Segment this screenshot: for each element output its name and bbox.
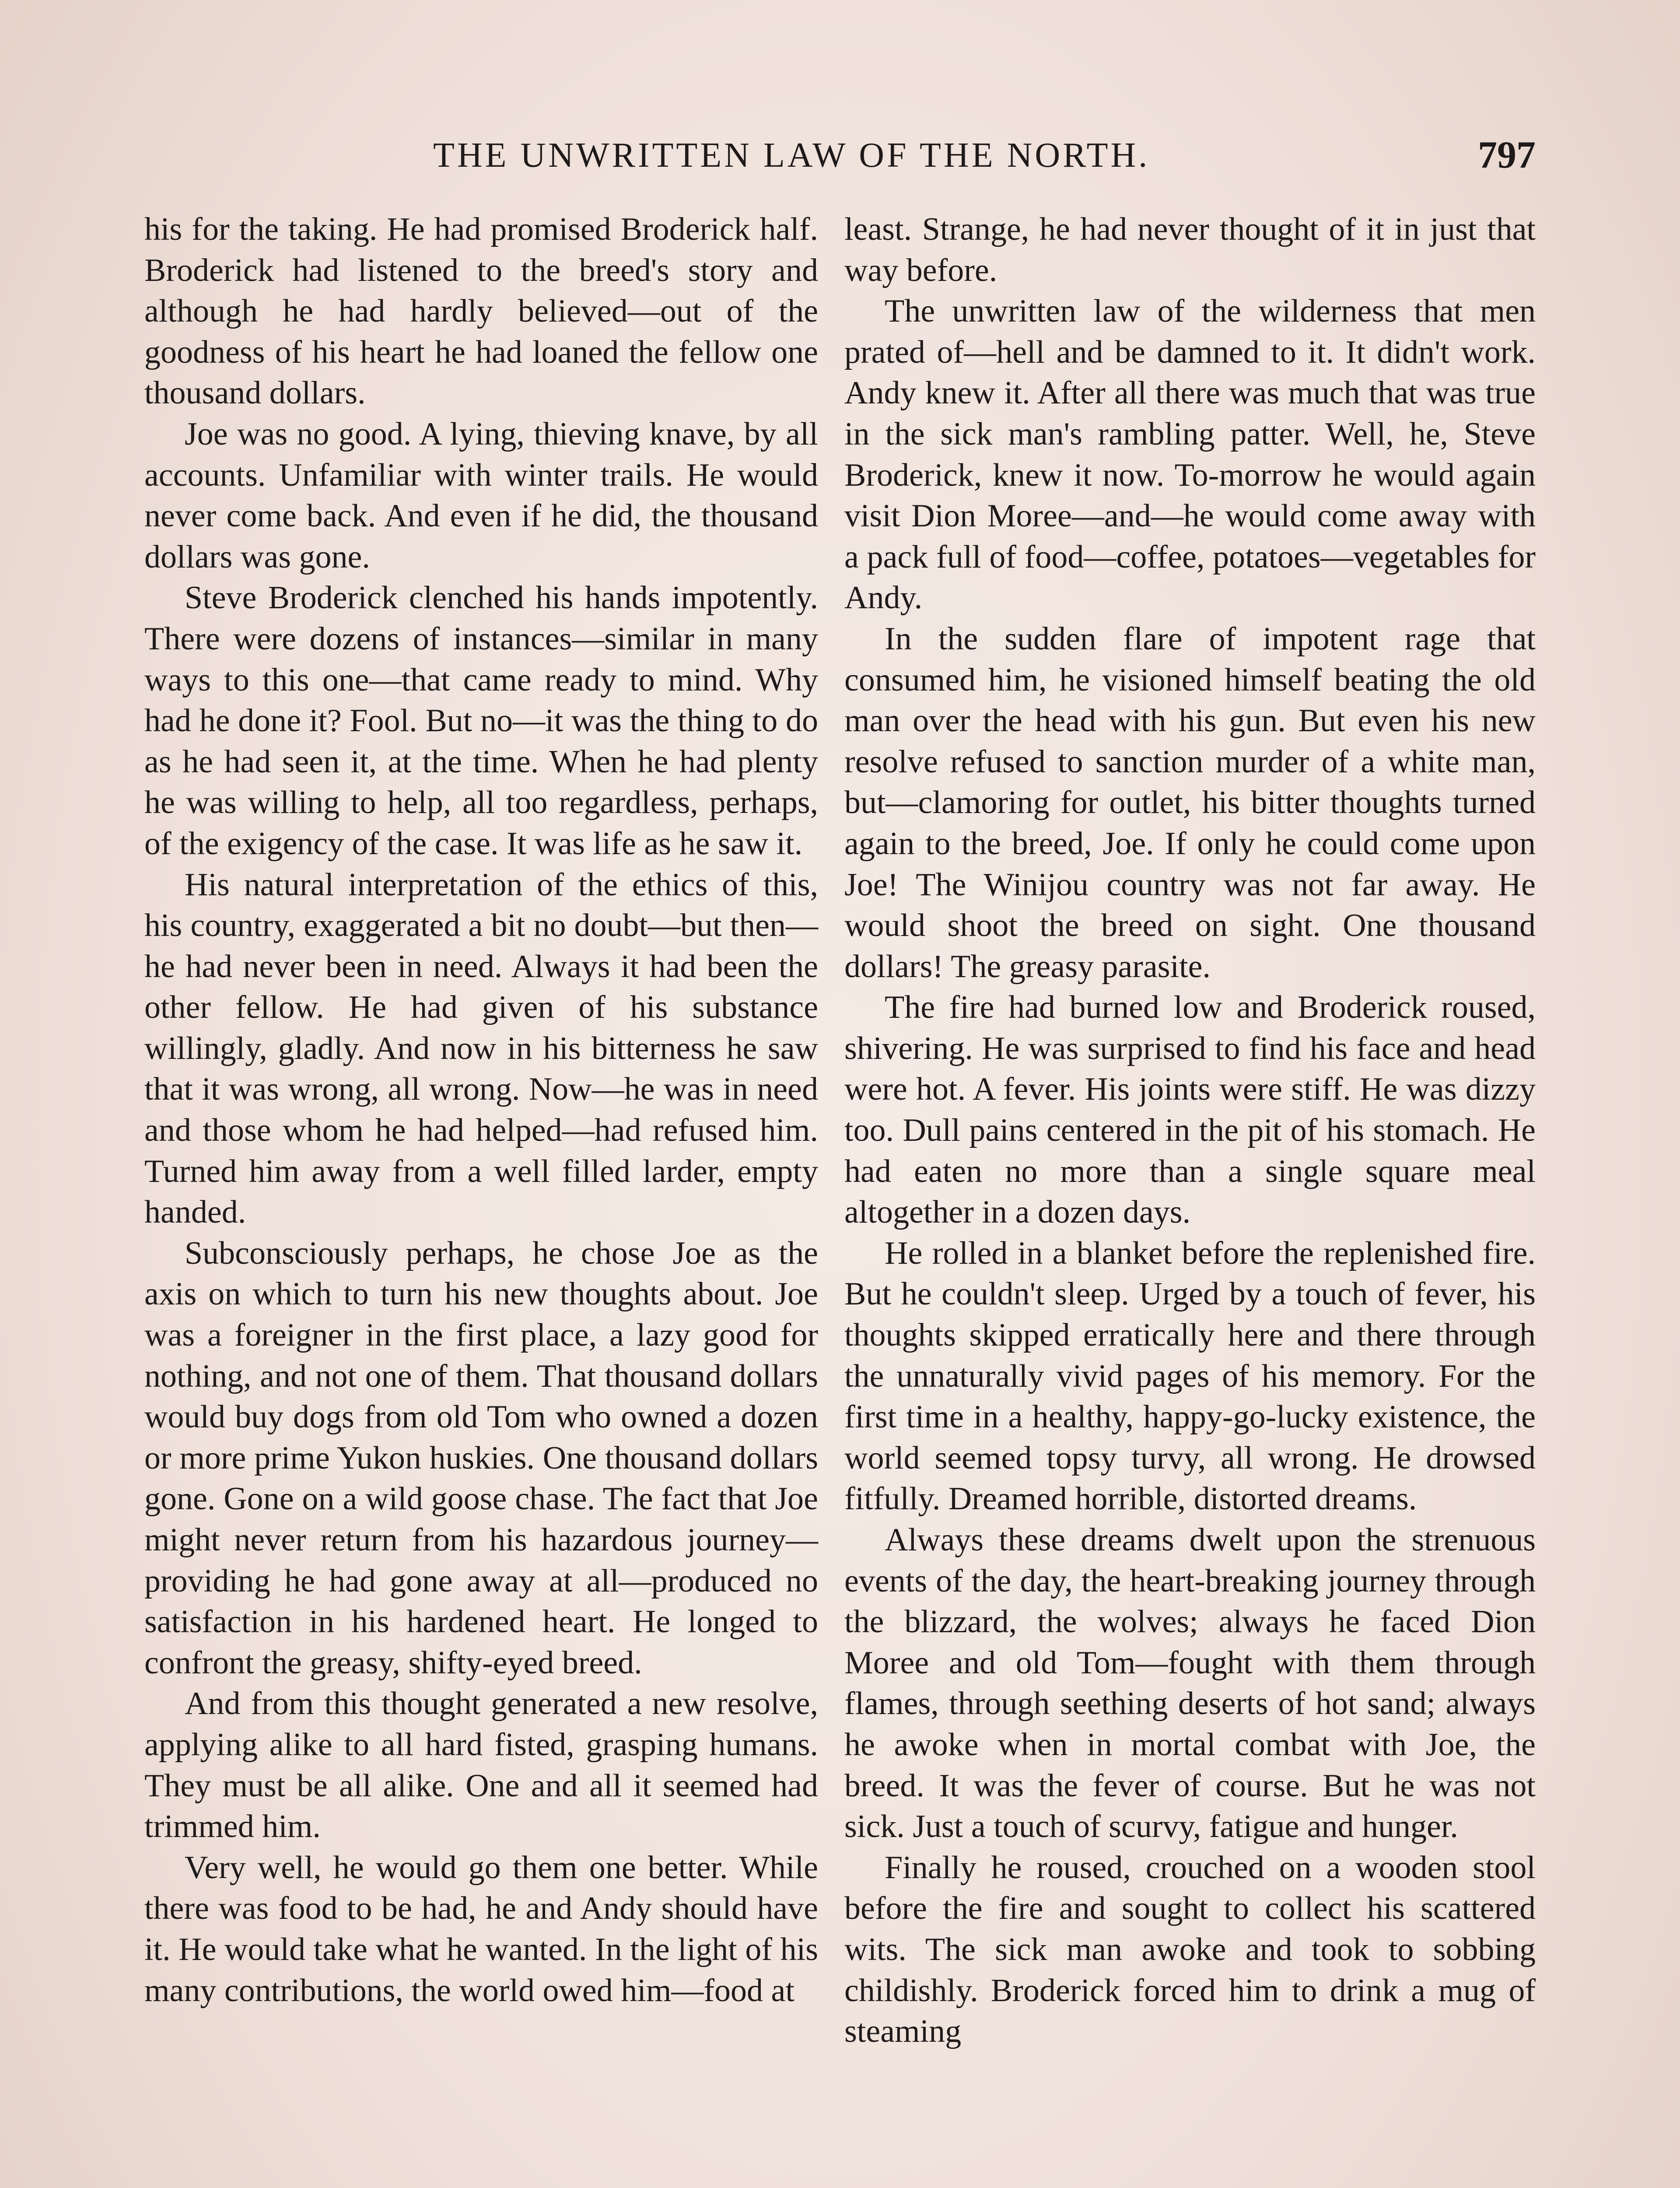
paragraph: And from this thought generated a new resolve, applying alike to all hard fisted, grasping humans. They must be all alike. One and all it seemed had trimmed him.: [144, 1686, 818, 1845]
paragraph: Always these dreams dwelt upon the strenuous events of the day, the heart-breaking journey through the blizzard, the wolves; always he faced Dion Moree and old Tom—fought with them through flames, through seething deserts of hot sand; always he awoke when in mortal combat with Joe, the breed. It was the fever of course. But he was not sick. Just a touch of scurvy, fatigue and hunger.: [844, 1522, 1536, 1845]
left-column: [144, 209, 818, 2011]
paragraph: Very well, he would go them one better. While there was food to be had, he and Andy should have it. He would take what he wanted. In the light of his many contributions, the world owed him—food at: [144, 1849, 818, 2009]
running-title: THE UNWRITTEN LAW OF THE NORTH.: [433, 136, 1150, 175]
paragraph: his for the taking. He had promised Broderick half. Broderick had listened to the breed's story and although he had hardly believed—out of the goodness of his heart he had loaned the fellow one thousand dollars.: [144, 211, 818, 411]
paragraph: His natural interpretation of the ethics of this, his country, exaggerated a bit no doubt—but then—he had never been in need. Always it had been the other fellow. He had given of his substance willingly, gladly. And now in his bitterness he saw that it was wrong, all wrong. Now—he was in need and those whom he had helped—had refused him. Turned him away from a well filled larder, empty handed.: [144, 866, 818, 1231]
paragraph: Subconsciously perhaps, he chose Joe as the axis on which to turn his new thoughts about. Joe was a foreigner in the first place, a lazy good for nothing, and not one of them. That thousand dollars would buy dogs from old Tom who owned a dozen or more prime Yukon huskies. One thousand dollars gone. Gone on a wild goose chase. The fact that Joe might never return from his hazardous journey—providing he had gone away at all—produced no satisfaction in his hardened heart. He longed to confront the greasy, shifty-eyed breed.: [144, 1235, 818, 1681]
paragraph: The fire had burned low and Broderick roused, shivering. He was surprised to find his face and head were hot. A fever. His joints were stiff. He was dizzy too. Dull pains centered in the pit of his stomach. He had eaten no more than a single square meal altogether in a dozen days.: [844, 989, 1536, 1231]
paragraph: Steve Broderick clenched his hands impotently. There were dozens of instances—similar in many ways to this one—that came ready to mind. Why had he done it? Fool. But no—it was the thing to do as he had seen it, at the time. When he had plenty he was willing to help, all too regardless, perhaps, of the exigency of the case. It was life as he saw it.: [144, 580, 818, 862]
page-number: 797: [1478, 134, 1536, 176]
right-column: [844, 209, 1536, 2052]
paragraph: Finally he roused, crouched on a wooden stool before the fire and sought to collect his scattered wits. The sick man awoke and took to sobbing childishly. Broderick forced him to drink a mug of steaming: [844, 1849, 1536, 2050]
paragraph: Joe was no good. A lying, thieving knave, by all accounts. Unfamiliar with winter trails. He would never come back. And even if he did, the thousand dollars was gone.: [144, 416, 818, 575]
paragraph: He rolled in a blanket before the replenished fire. But he couldn't sleep. Urged by a touch of fever, his thoughts skipped erratically here and there through the unnaturally vivid pages of his memory. For the first time in a healthy, happy-go-lucky existence, the world seemed topsy turvy, all wrong. He drowsed fitfully. Dreamed horrible, distorted dreams.: [844, 1235, 1536, 1517]
paragraph: The unwritten law of the wilderness that men prated of—hell and be damned to it. It didn't work. Andy knew it. After all there was much that was true in the sick man's rambling patter. Well, he, Steve Broderick, knew it now. To-morrow he would again visit Dion Moree—and—he would come away with a pack full of food—coffee, potatoes—vegetables for Andy.: [844, 293, 1536, 616]
paragraph: least. Strange, he had never thought of it in just that way before.: [844, 211, 1536, 288]
paragraph: In the sudden flare of impotent rage that consumed him, he visioned himself beating the old man over the head with his gun. But even his new resolve refused to sanction murder of a white man, but—clamoring for outlet, his bitter thoughts turned again to the breed, Joe. If only he could come upon Joe! The Winijou country was not far away. He would shoot the breed on sight. One thousand dollars! The greasy parasite.: [844, 621, 1536, 985]
page-header: [144, 133, 1536, 177]
